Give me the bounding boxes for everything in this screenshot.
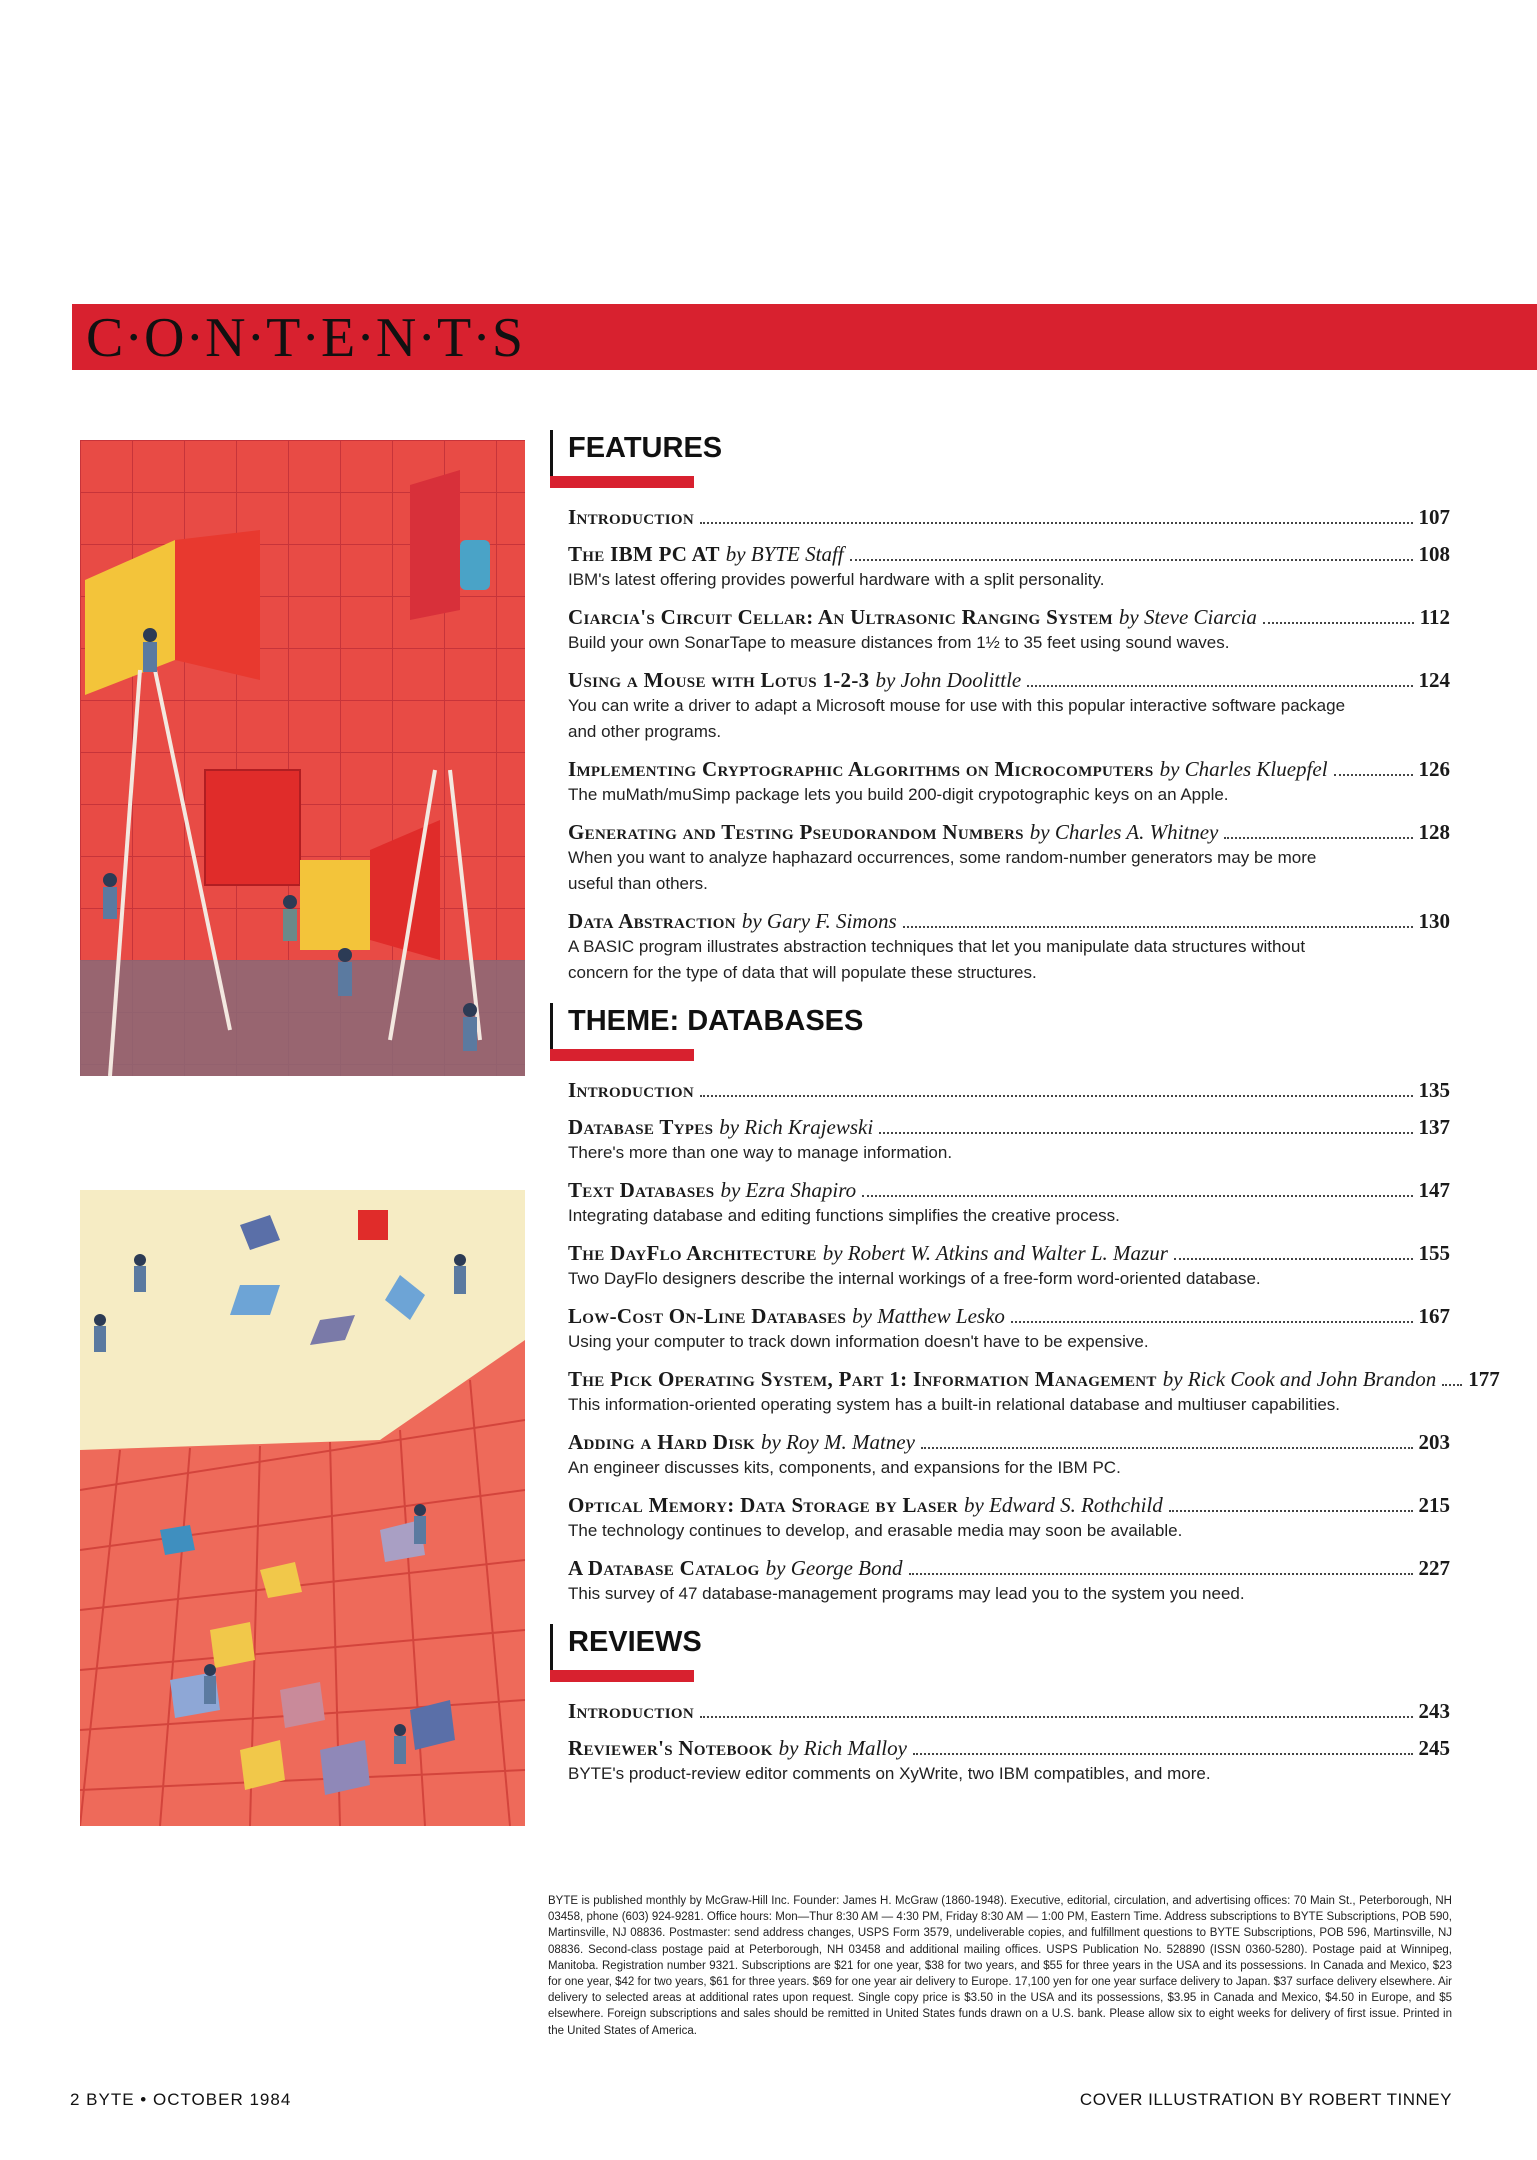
section-header (568, 430, 1450, 504)
article-description: There's more than one way to manage information. (568, 1143, 953, 1162)
toc-entry[interactable] (568, 541, 1450, 593)
toc-entry[interactable] (568, 1114, 1450, 1166)
page-number: 243 (1418, 1699, 1450, 1723)
article-title: Introduction (568, 1078, 694, 1102)
toc-entry-line (568, 756, 1450, 782)
leader-dots (913, 1753, 1413, 1755)
leader-dots (909, 1573, 1413, 1575)
leader-dots (1442, 1384, 1462, 1386)
folio: 2 BYTE • OCTOBER 1984 (70, 2090, 292, 2109)
leader-dots (921, 1447, 1413, 1449)
toc-entry[interactable] (568, 1303, 1450, 1355)
section-title: REVIEWS (568, 1626, 702, 1658)
article-description: A BASIC program illustrates abstraction techniques that let you manipulate data structures without concern for the type of data that will populate these structures. (568, 937, 1306, 982)
article-description: The muMath/muSimp package lets you build 200-digit crypotographic keys on an Apple. (568, 785, 1229, 804)
leader-dots (1027, 685, 1412, 687)
page-number: 245 (1418, 1736, 1450, 1760)
article-title: Implementing Cryptographic Algorithms on Microcomputers (568, 757, 1154, 781)
article-title: Reviewer's Notebook (568, 1736, 773, 1760)
toc-entry[interactable] (568, 1429, 1450, 1481)
toc-entry-line (568, 1114, 1450, 1140)
article-title: Adding a Hard Disk (568, 1430, 755, 1454)
page-number: 177 (1468, 1367, 1500, 1391)
article-description: The technology continues to develop, and erasable media may soon be available. (568, 1521, 1183, 1540)
toc-entry-line (568, 504, 1450, 530)
leader-dots (903, 926, 1413, 928)
article-title: Database Types (568, 1115, 714, 1139)
leader-dots (879, 1132, 1412, 1134)
toc-entry[interactable] (568, 1492, 1450, 1544)
article-description: Using your computer to track down information doesn't have to be expensive. (568, 1332, 1149, 1351)
article-title: Introduction (568, 505, 694, 529)
article-description: IBM's latest offering provides powerful hardware with a split personality. (568, 570, 1105, 589)
toc-entry-line (568, 908, 1450, 934)
toc-entry[interactable] (568, 504, 1450, 530)
section-bar (550, 476, 694, 488)
toc-entry[interactable] (568, 1240, 1450, 1292)
page-number: 124 (1418, 668, 1450, 692)
leader-dots (1224, 837, 1412, 839)
article-author: by Rich Krajewski (719, 1115, 874, 1139)
page-number: 107 (1418, 505, 1450, 529)
section-title: FEATURES (568, 432, 723, 464)
leader-dots (850, 559, 1413, 561)
article-author: by Edward S. Rothchild (964, 1493, 1163, 1517)
section-spacer (568, 1798, 1450, 1804)
article-title: Optical Memory: Data Storage by Laser (568, 1493, 959, 1517)
toc-entry-line (568, 1555, 1450, 1581)
leader-dots (1174, 1258, 1413, 1260)
article-author: by Charles A. Whitney (1029, 820, 1219, 844)
article-title: Data Abstraction (568, 909, 736, 933)
article-description: When you want to analyze haphazard occurrences, some random-number generators may be more useful than others. (568, 848, 1317, 893)
page-number: 227 (1418, 1556, 1450, 1580)
article-author: by George Bond (765, 1556, 903, 1580)
toc-entry-line (568, 1366, 1500, 1392)
page-number: 130 (1418, 909, 1450, 933)
article-description: This survey of 47 database-management programs may lead you to the system you need. (568, 1584, 1245, 1603)
article-description: Build your own SonarTape to measure distances from 1½ to 35 feet using sound waves. (568, 633, 1230, 652)
leader-dots (1263, 622, 1414, 624)
article-title: Generating and Testing Pseudorandom Numbers (568, 820, 1024, 844)
section-header (568, 1003, 1450, 1077)
page-number: 128 (1418, 820, 1450, 844)
leader-dots (862, 1195, 1412, 1197)
section-title: THEME: DATABASES (568, 1005, 864, 1037)
article-author: by Gary F. Simons (741, 909, 897, 933)
leader-dots (700, 1095, 1413, 1097)
article-author: by Rich Malloy (778, 1736, 907, 1760)
article-description: You can write a driver to adapt a Microsoft mouse for use with this popular interactive software package and other programs. (568, 696, 1346, 741)
article-author: by Ezra Shapiro (720, 1178, 857, 1202)
article-title: The DayFlo Architecture (568, 1241, 817, 1265)
article-author: by Matthew Lesko (852, 1304, 1005, 1328)
toc-entry-line (568, 541, 1450, 567)
toc-entry-line (568, 819, 1450, 845)
article-author: by Roy M. Matney (761, 1430, 915, 1454)
toc-entry-line (568, 1177, 1450, 1203)
page-number: 167 (1418, 1304, 1450, 1328)
page-number: 215 (1418, 1493, 1450, 1517)
toc-entry-line (568, 667, 1450, 693)
page-number: 126 (1418, 757, 1450, 781)
toc-entry-line (568, 1735, 1450, 1761)
toc-entry-line (568, 1492, 1450, 1518)
article-author: by Robert W. Atkins and Walter L. Mazur (822, 1241, 1168, 1265)
article-author: by Rick Cook and John Brandon (1162, 1367, 1437, 1391)
section-bar (550, 1049, 694, 1061)
article-title: The Pick Operating System, Part 1: Information Management (568, 1367, 1157, 1391)
article-description: This information-oriented operating system has a built-in relational database and multiuser capabilities. (568, 1395, 1341, 1414)
leader-dots (1011, 1321, 1413, 1323)
article-title: A Database Catalog (568, 1556, 760, 1580)
toc-entry-line (568, 1240, 1450, 1266)
toc-entry-line (568, 1077, 1450, 1103)
toc-entry[interactable] (568, 1555, 1450, 1607)
toc-entry[interactable] (568, 1698, 1450, 1724)
floor-tiles-illustration (80, 1190, 525, 1826)
toc-entry[interactable] (568, 1735, 1450, 1787)
toc-entry[interactable] (568, 604, 1450, 656)
toc-entry-line (568, 1429, 1450, 1455)
article-title: The IBM PC AT (568, 542, 720, 566)
page-title: C·O·N·T·E·N·T·S (86, 307, 524, 369)
article-title: Introduction (568, 1699, 694, 1723)
toc-entry-line (568, 1698, 1450, 1724)
article-description: BYTE's product-review editor comments on XyWrite, two IBM compatibles, and more. (568, 1764, 1211, 1783)
table-of-contents (568, 430, 1500, 1804)
section-bar (550, 1670, 694, 1682)
toc-entry[interactable] (568, 1366, 1500, 1418)
toc-entry[interactable] (568, 908, 1450, 986)
article-description: Integrating database and editing functions simplifies the creative process. (568, 1206, 1120, 1225)
page-number: 112 (1419, 605, 1450, 629)
page-number: 147 (1418, 1178, 1450, 1202)
toc-entry[interactable] (568, 819, 1450, 897)
ladders-and-doors-illustration (80, 440, 525, 1076)
toc-entry[interactable] (568, 667, 1450, 745)
cover-credit: COVER ILLUSTRATION BY ROBERT TINNEY (1079, 2090, 1452, 2109)
publication-fineprint: BYTE is published monthly by McGraw-Hill Inc. Founder: James H. McGraw (1860-1948). Executive, editorial, circulation, and advertising offices: 70 Main St., Peterborough, NH 03458, phone (603) 924-9281. Office hours: Mon—Thur 8:30 AM — 4:30 PM, Friday 8:30 AM — 1:00 PM, Eastern Time. Address subscriptions to BYTE Subscriptions, POB 590, Martinsville, NJ 08836. Postmaster: send address changes, USPS Form 3579, undeliverable copies, and fulfillment questions to BYTE Subscriptions, POB 596, Martinsville, NJ 08836. Second-class postage paid at Peterborough, NH 03458 and additional mailing offices. USPS Publication No. 528890 (ISSN 0360-5280). Postage paid at Winnipeg, Manitoba. Registration number 9321. Subscriptions are $21 for one year, $38 for two years, and $55 for three years in the USA and its possessions. In Canada and Mexico, $23 for one year, $42 for two years, $61 for three years. $69 for one year air delivery to Europe. 17,100 yen for one year surface delivery to Japan. $37 surface delivery elsewhere. Air delivery to selected areas at additional rates upon request. Single copy price is $3.50 in the USA and its possessions, $3.95 in Canada and Mexico, $4.50 in Europe, and $5 elsewhere. Foreign subscriptions and sales should be remitted in United States funds drawn on a U.S. bank. Please allow six to eight weeks for delivery of first issue. Printed in the United States of America. (548, 1895, 1452, 2037)
article-title: Text Databases (568, 1178, 715, 1202)
leader-dots (700, 1716, 1413, 1718)
page-number: 203 (1418, 1430, 1450, 1454)
leader-dots (700, 522, 1413, 524)
leader-dots (1169, 1510, 1413, 1512)
article-description: An engineer discusses kits, components, and expansions for the IBM PC. (568, 1458, 1121, 1477)
article-title: Low-Cost On-Line Databases (568, 1304, 847, 1328)
article-author: by John Doolittle (875, 668, 1022, 692)
toc-entry[interactable] (568, 1177, 1450, 1229)
article-author: by BYTE Staff (725, 542, 844, 566)
toc-entry[interactable] (568, 756, 1450, 808)
article-title: Ciarcia's Circuit Cellar: An Ultrasonic Ranging System (568, 605, 1113, 629)
toc-entry-line (568, 604, 1450, 630)
page-number: 137 (1418, 1115, 1450, 1139)
page-number: 108 (1418, 542, 1450, 566)
page-number: 155 (1418, 1241, 1450, 1265)
article-description: Two DayFlo designers describe the internal workings of a free-form word-oriented database. (568, 1269, 1261, 1288)
article-author: by Steve Ciarcia (1118, 605, 1257, 629)
section-header (568, 1624, 1450, 1698)
leader-dots (1334, 774, 1413, 776)
article-title: Using a Mouse with Lotus 1-2-3 (568, 668, 870, 692)
toc-entry[interactable] (568, 1077, 1450, 1103)
toc-entry-line (568, 1303, 1450, 1329)
page-number: 135 (1418, 1078, 1450, 1102)
article-author: by Charles Kluepfel (1159, 757, 1328, 781)
